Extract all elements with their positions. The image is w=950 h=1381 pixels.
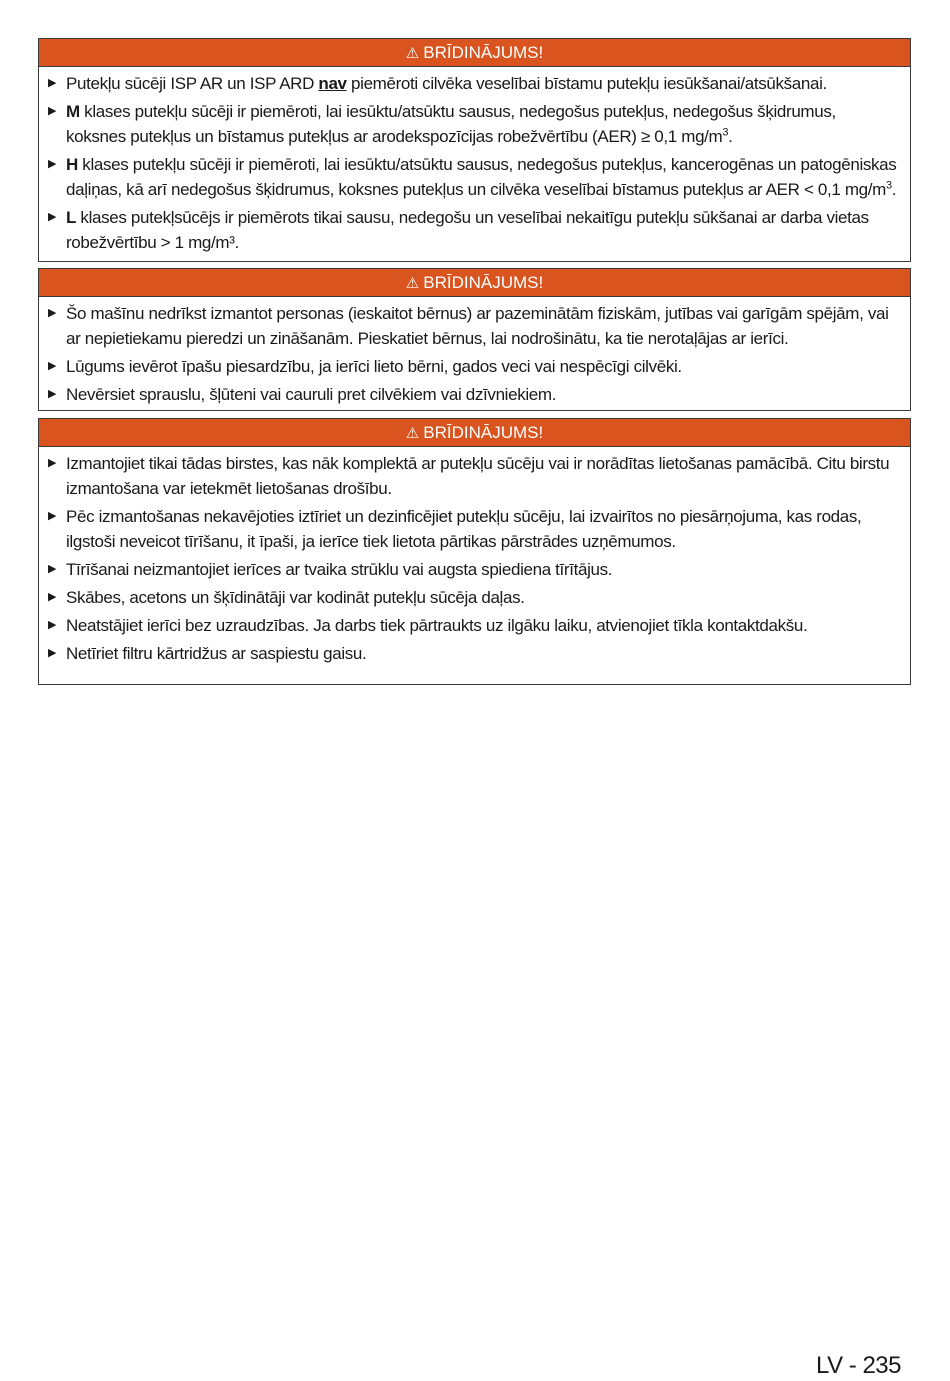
- list-item: ▶ L klases putekļsūcējs ir piemērots tikai sausu, nedegošu un veselībai nekaitīgu putekļu sūkšanai ar darba vietas robežvērtību > 1 mg/m³.: [39, 205, 900, 255]
- bullet-arrow-icon: ▶: [48, 360, 57, 372]
- emphasis-text: nav: [318, 74, 347, 93]
- list-item: ▶ Pēc izmantošanas nekavējoties iztīriet un dezinficējiet putekļu sūcēju, lai izvairītos no piesārņojuma, kas rodas, ilgstoši neveicot tīrīšanu, it īpaši, ja ierīce tiek lietota pārtikas pārstrādes uzņēmumos.: [39, 504, 900, 554]
- bullet-arrow-icon: ▶: [48, 457, 57, 469]
- warning-box-1: [38, 38, 911, 262]
- warning-header: [39, 269, 910, 297]
- bullet-arrow-icon: ▶: [48, 158, 57, 170]
- bullet-arrow-icon: ▶: [48, 510, 57, 522]
- list-item: ▶ Skābes, acetons un šķīdinātāji var kodināt putekļu sūcēja daļas.: [39, 585, 900, 610]
- warning-triangle-icon: ⚠: [405, 275, 420, 292]
- bullet-arrow-icon: ▶: [48, 307, 57, 319]
- list-item: ▶ M klases putekļu sūcēji ir piemēroti, lai iesūktu/atsūktu sausus, nedegošus putekļus, nedegošus šķidrumus, koksnes putekļus un bīstamus putekļus ar arodekspozīcijas robežvērtību (AER) ≥ 0,1 $mg/m^3$.: [39, 99, 900, 149]
- warning-triangle-icon: ⚠: [405, 45, 420, 62]
- bullet-arrow-icon: ▶: [48, 77, 57, 89]
- bullet-arrow-icon: ▶: [48, 105, 57, 117]
- bullet-arrow-icon: ▶: [48, 211, 57, 223]
- bullet-arrow-icon: ▶: [48, 619, 57, 631]
- warning-title: BRĪDINĀJUMS!: [423, 423, 544, 442]
- list-item: ▶ Tīrīšanai neizmantojiet ierīces ar tvaika strūklu vai augsta spiediena tīrītājus.: [39, 557, 900, 582]
- warning-title: BRĪDINĀJUMS!: [423, 43, 544, 62]
- warning-header: [39, 39, 910, 67]
- warning-list: [39, 297, 910, 412]
- list-item: ▶ Izmantojiet tikai tādas birstes, kas nāk komplektā ar putekļu sūcēju vai ir norādītas lietošanas pamācībā. Citu birstu izmantošana var ietekmēt lietošanas drošību.: [39, 451, 900, 501]
- bullet-arrow-icon: ▶: [48, 388, 57, 400]
- warning-list: [39, 447, 910, 671]
- list-item: ▶ Šo mašīnu nedrīkst izmantot personas (ieskaitot bērnus) ar pazeminātām fiziskām, jutības vai garīgām spējām, vai ar nepietiekamu pieredzi un zināšanām. Pieskatiet bērnus, lai nodrošinātu, ka tie nerotaļājas ar ierīci.: [39, 301, 900, 351]
- warning-title: BRĪDINĀJUMS!: [423, 273, 544, 292]
- warning-triangle-icon: ⚠: [405, 425, 420, 442]
- list-item: ▶ Neatstājiet ierīci bez uzraudzības. Ja darbs tiek pārtraukts uz ilgāku laiku, atvienojiet tīkla kontaktdakšu.: [39, 613, 900, 638]
- bullet-arrow-icon: ▶: [48, 563, 57, 575]
- list-item: ▶ Nevērsiet sprauslu, šļūteni vai cauruli pret cilvēkiem vai dzīvniekiem.: [39, 382, 900, 407]
- warning-list: [39, 67, 910, 260]
- warning-header: [39, 419, 910, 447]
- page-number: LV - 235: [816, 1352, 901, 1379]
- list-item: ▶ Lūgums ievērot īpašu piesardzību, ja ierīci lieto bērni, gados veci vai nespēcīgi cilvēki.: [39, 354, 900, 379]
- warning-box-3: [38, 418, 911, 685]
- list-item: ▶ H klases putekļu sūcēji ir piemēroti, lai iesūktu/atsūktu sausus, nedegošus putekļus, kancerogēnas un patogēniskas daļiņas, kā arī nedegošus šķidrumus, koksnes putekļus un cilvēka veselībai bīstamus putekļus ar AER < 0,1 $mg/m^3$.: [39, 152, 900, 202]
- bullet-arrow-icon: ▶: [48, 647, 57, 659]
- warning-box-2: [38, 268, 911, 411]
- list-item: ▶ Netīriet filtru kārtridžus ar saspiestu gaisu.: [39, 641, 900, 666]
- bullet-arrow-icon: ▶: [48, 591, 57, 603]
- list-item: ▶ Putekļu sūcēji ISP AR un ISP ARD nav piemēroti cilvēka veselībai bīstamu putekļu iesūkšanai/atsūkšanai.: [39, 71, 900, 96]
